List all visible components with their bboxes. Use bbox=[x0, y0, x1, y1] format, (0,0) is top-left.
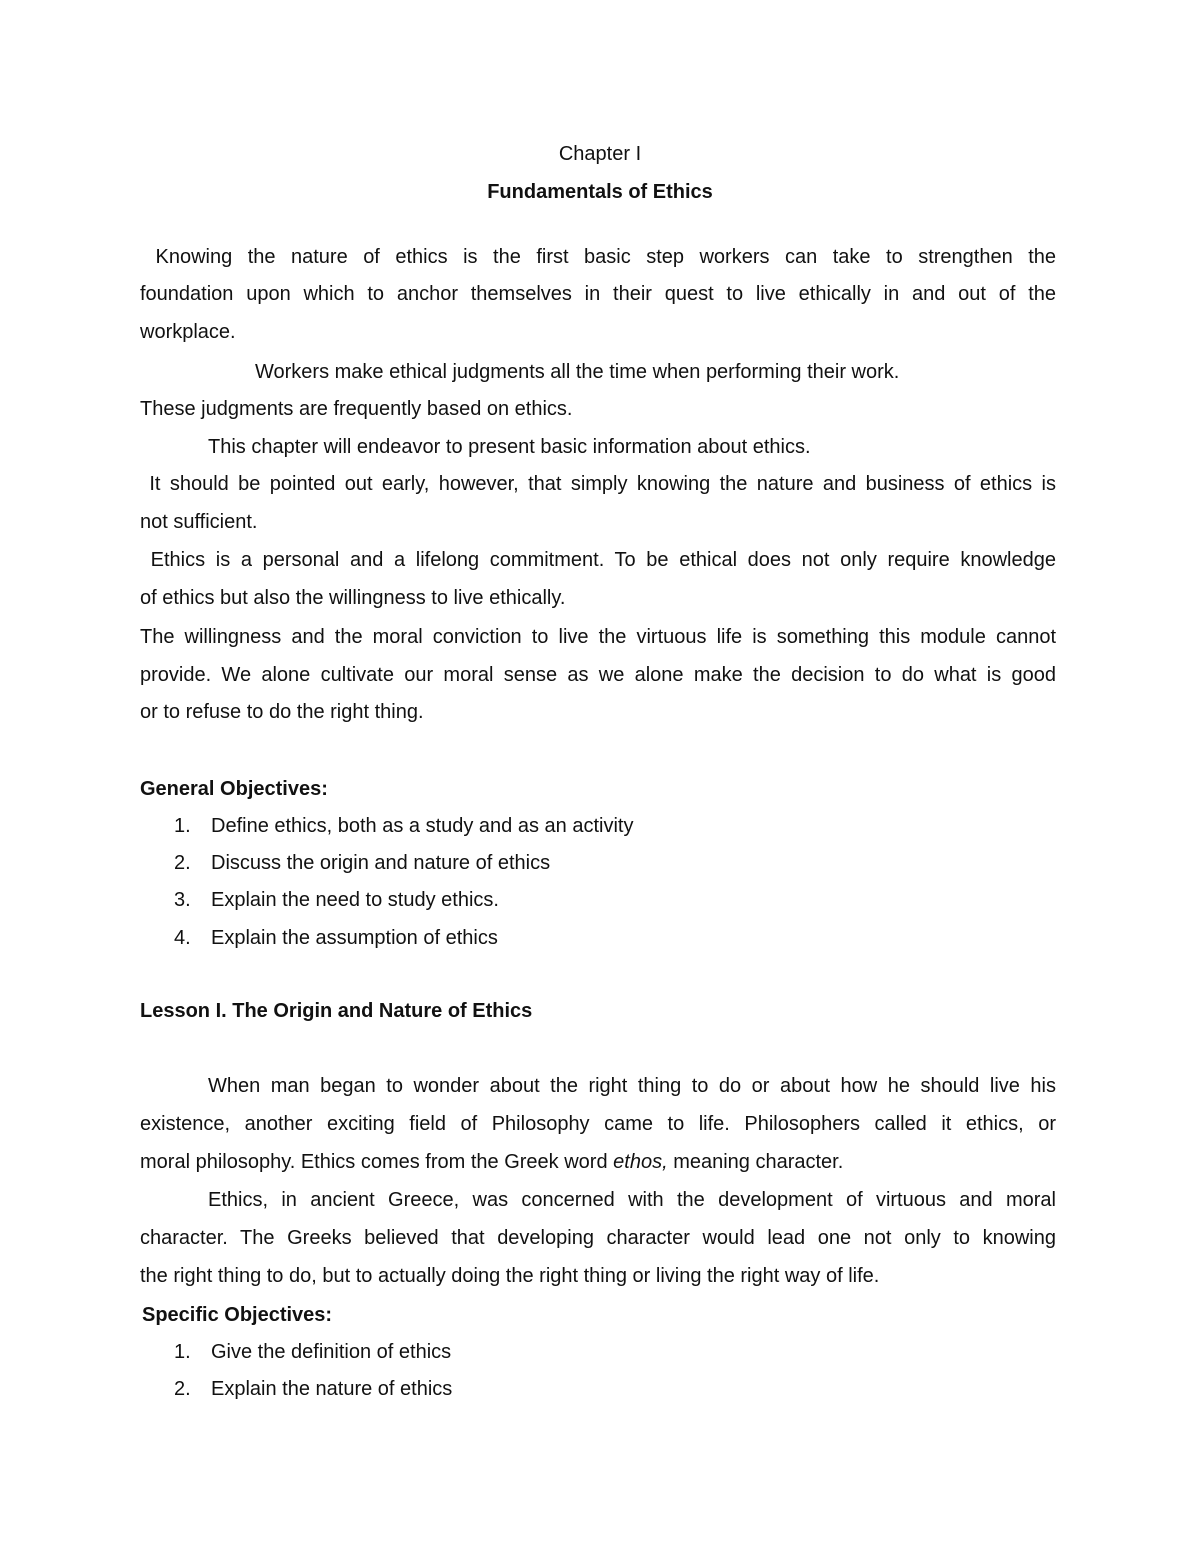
intro-p1-line3: workplace. bbox=[140, 321, 236, 343]
intro-p1-line1: Knowing the nature of ethics is the first basic step workers can take to strengthen the bbox=[140, 246, 1056, 268]
list-item-text: Give the definition of ethics bbox=[211, 1341, 452, 1363]
lesson-p1-line1: When man began to wonder about the right thing to do or about how he should live his bbox=[208, 1075, 1056, 1097]
intro-p4-line2: not sufficient. bbox=[140, 511, 258, 533]
general-objectives-heading: General Objectives: bbox=[140, 778, 328, 800]
list-item-text: Explain the need to study ethics. bbox=[211, 889, 499, 911]
lesson-p1-line3 bbox=[140, 1150, 843, 1174]
list-item-number: 2. bbox=[174, 1378, 191, 1400]
intro-p3: This chapter will endeavor to present basic information about ethics. bbox=[208, 436, 811, 458]
intro-p5-line1: Ethics is a personal and a lifelong commitment. To be ethical does not only require knowledge bbox=[140, 549, 1056, 571]
list-item-text: Discuss the origin and nature of ethics bbox=[211, 852, 551, 874]
intro-p2-line1: Workers make ethical judgments all the time when performing their work. bbox=[255, 361, 900, 383]
list-item-number: 4. bbox=[174, 927, 191, 949]
intro-p2-line2: These judgments are frequently based on ethics. bbox=[140, 398, 573, 420]
intro-p1-line2: foundation upon which to anchor themselves in their quest to live ethically in and out of the bbox=[140, 283, 1056, 305]
intro-p5-line2: of ethics but also the willingness to live ethically. bbox=[140, 587, 566, 609]
list-item-number: 1. bbox=[174, 815, 191, 837]
list-item-number: 1. bbox=[174, 1341, 191, 1363]
chapter-title: Fundamentals of Ethics bbox=[487, 181, 713, 203]
intro-p6-line1: The willingness and the moral conviction to live the virtuous life is something this module cannot bbox=[140, 626, 1056, 648]
greek-word-ethos: ethos, bbox=[613, 1151, 668, 1173]
lesson-p1-line3-text: moral philosophy. Ethics comes from the Greek word bbox=[140, 1151, 614, 1173]
list-item-text: Explain the nature of ethics bbox=[211, 1378, 453, 1400]
intro-p6-line2: provide. We alone cultivate our moral sense as we alone make the decision to do what is good bbox=[140, 664, 1056, 686]
intro-p4-line1: It should be pointed out early, however, that simply knowing the nature and business of ethics is bbox=[140, 473, 1056, 495]
chapter-label: Chapter I bbox=[558, 143, 642, 165]
specific-objectives-heading: Specific Objectives: bbox=[142, 1304, 333, 1326]
lesson-p1-line2: existence, another exciting field of Philosophy came to life. Philosophers called it ethics, or bbox=[140, 1113, 1056, 1135]
list-item-number: 3. bbox=[174, 889, 191, 911]
list-item-text: Define ethics, both as a study and as an activity bbox=[211, 815, 634, 837]
list-item-number: 2. bbox=[174, 852, 191, 874]
list-item-text: Explain the assumption of ethics bbox=[211, 927, 498, 949]
lesson-p2-line3: the right thing to do, but to actually doing the right thing or living the right way of life. bbox=[140, 1265, 880, 1287]
lesson-p2-line2: character. The Greeks believed that developing character would lead one not only to knowing bbox=[140, 1227, 1056, 1249]
lesson-heading: Lesson I. The Origin and Nature of Ethics bbox=[140, 1000, 533, 1022]
lesson-p1-line3-tail: meaning character. bbox=[667, 1151, 844, 1173]
lesson-p2-line1: Ethics, in ancient Greece, was concerned with the development of virtuous and moral bbox=[208, 1189, 1056, 1211]
intro-p6-line3: or to refuse to do the right thing. bbox=[140, 701, 424, 723]
